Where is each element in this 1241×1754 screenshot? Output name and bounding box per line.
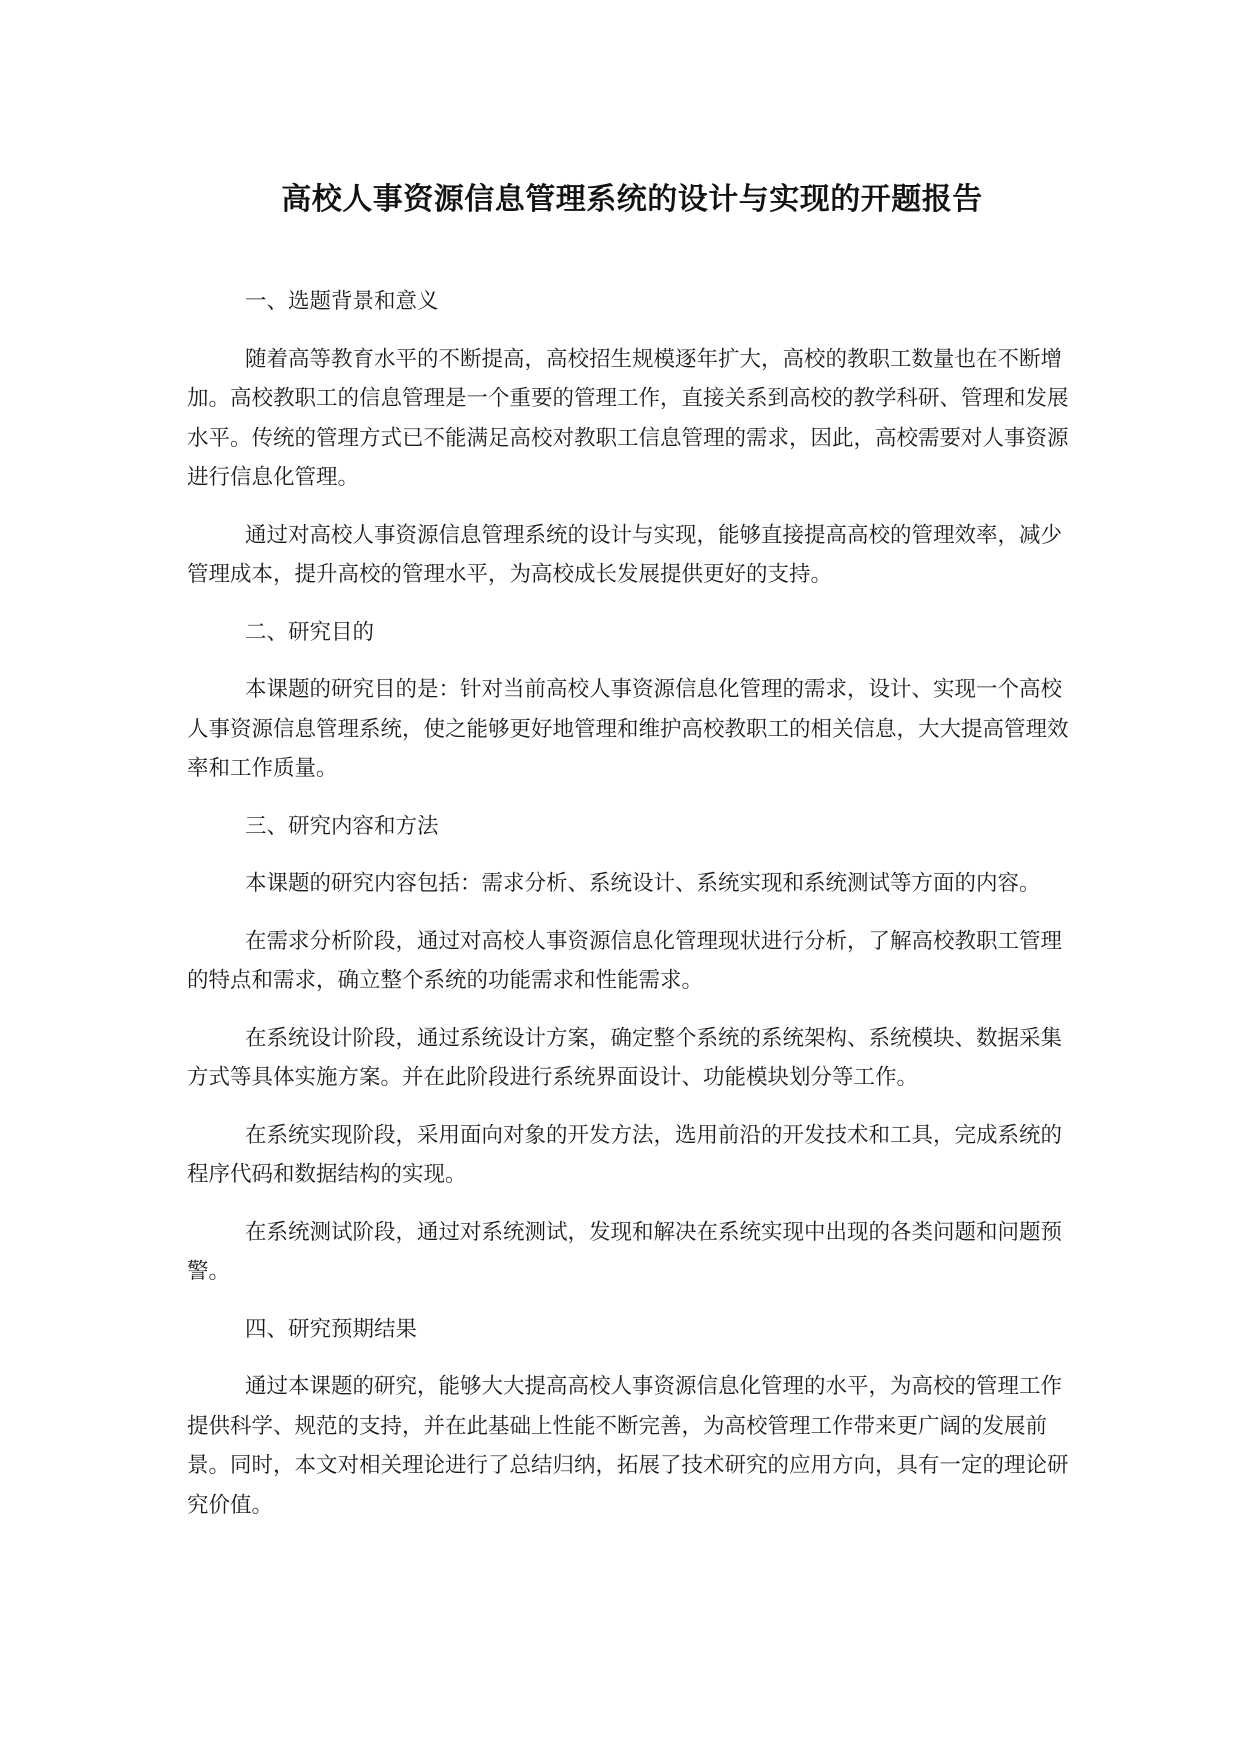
section-heading: 二、研究目的 (245, 619, 375, 645)
document-body (187, 282, 1077, 1543)
section-heading: 一、选题背景和意义 (245, 289, 439, 314)
paragraph: 通过本课题的研究，能够大大提高高校人事资源信息化管理的水平，为高校的管理工作提供科学、规范的支持，并在此基础上性能不断完善，为高校管理工作带来更广阔的发展前景。同时，本文对相关理论进行了总结归纳，拓展了技术研究的应用方向，具有一定的理论研究价值。 (187, 1374, 1069, 1518)
paragraph: 在系统测试阶段，通过对系统测试，发现和解决在系统实现中出现的各类问题和问题预警。 (187, 1219, 1063, 1284)
paragraph: 本课题的研究目的是：针对当前高校人事资源信息化管理的需求，设计、实现一个高校人事资源信息管理系统，使之能够更好地管理和维护高校教职工的相关信息，大大提高管理效率和工作质量。 (187, 677, 1069, 781)
document-title: 高校人事资源信息管理系统的设计与实现的开题报告 (281, 182, 983, 217)
paragraph: 本课题的研究内容包括：需求分析、系统设计、系统实现和系统测试等方面的内容。 (245, 871, 1041, 896)
document-page (187, 0, 1077, 1754)
paragraph: 在需求分析阶段，通过对高校人事资源信息化管理现状进行分析，了解高校教职工管理的特点和需求，确立整个系统的功能需求和性能需求。 (187, 928, 1063, 993)
section-heading: 四、研究预期结果 (245, 1316, 418, 1342)
paragraph: 在系统设计阶段，通过系统设计方案，确定整个系统的系统架构、系统模块、数据采集方式等具体实施方案。并在此阶段进行系统界面设计、功能模块划分等工作。 (187, 1025, 1063, 1090)
paragraph: 在系统实现阶段，采用面向对象的开发方法，选用前沿的开发技术和工具，完成系统的程序代码和数据结构的实现。 (187, 1122, 1063, 1187)
paragraph: 通过对高校人事资源信息管理系统的设计与实现，能够直接提高高校的管理效率，减少管理成本，提升高校的管理水平，为高校成长发展提供更好的支持。 (187, 522, 1063, 587)
paragraph: 随着高等教育水平的不断提高，高校招生规模逐年扩大，高校的教职工数量也在不断增加。高校教职工的信息管理是一个重要的管理工作，直接关系到高校的教学科研、管理和发展水平。传统的管理方式已不能满足高校对教职工信息管理的需求，因此，高校需要对人事资源进行信息化管理。 (187, 346, 1069, 490)
section-heading: 三、研究内容和方法 (245, 813, 439, 839)
